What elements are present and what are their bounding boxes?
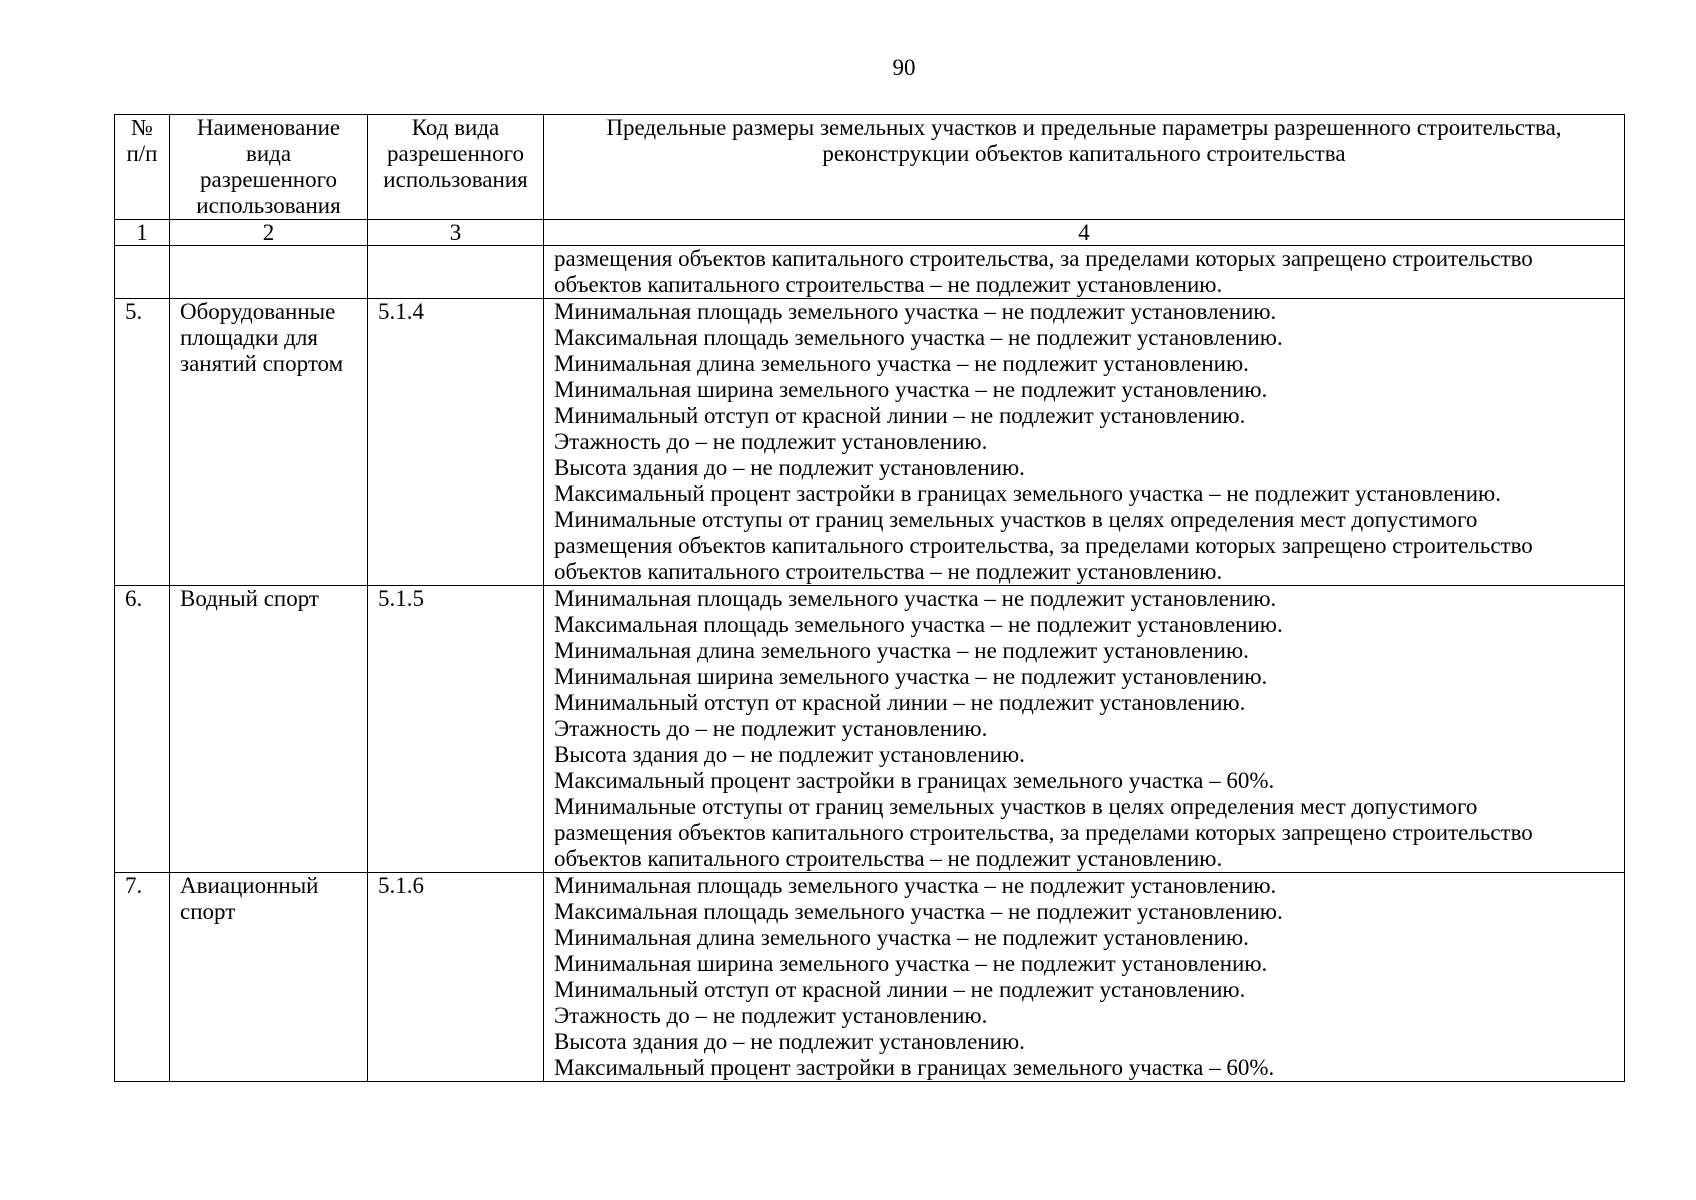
parameter-line: Минимальный отступ от красной линии – не подлежит установлению. [554, 403, 1246, 428]
use-name: Авиационный спорт [170, 873, 368, 1082]
parameters-cell [544, 873, 1625, 1082]
parameter-line: размещения объектов капитального строительства, за пределами которых запрещено строительство [554, 820, 1533, 845]
use-name: Оборудованные площадки для занятий спортом [170, 299, 368, 586]
header-use-name: Наименование вида разрешенного использования [170, 115, 368, 220]
parameter-line: Минимальный отступ от красной линии – не подлежит установлению. [554, 977, 1246, 1002]
parameter-line: Минимальная ширина земельного участка – не подлежит установлению. [554, 664, 1268, 689]
use-code: 5.1.4 [368, 299, 544, 586]
row-number: 6. [115, 586, 170, 873]
parameter-line: объектов капитального строительства – не подлежит установлению. [554, 272, 1223, 297]
parameter-line: Минимальные отступы от границ земельных участков в целях определения мест допустимого [554, 507, 1478, 532]
parameter-line: размещения объектов капитального строительства, за пределами которых запрещено строительство [554, 246, 1533, 271]
parameters-cell [544, 299, 1625, 586]
row-number-cell [115, 246, 170, 299]
parameter-line: Максимальный процент застройки в границах земельного участка – 60%. [554, 768, 1275, 793]
parameter-line: Минимальная площадь земельного участка – не подлежит установлению. [554, 586, 1277, 611]
use-name-cell [170, 246, 368, 299]
header-use-code: Код вида разрешенного использования [368, 115, 544, 220]
parameter-line: Минимальные отступы от границ земельных участков в целях определения мест допустимого [554, 794, 1478, 819]
parameter-line: Минимальная длина земельного участка – не подлежит установлению. [554, 925, 1249, 950]
parameter-line: Высота здания до – не подлежит установлению. [554, 742, 1025, 767]
parameter-line: Высота здания до – не подлежит установлению. [554, 1029, 1025, 1054]
parameter-line: Минимальная площадь земельного участка – не подлежит установлению. [554, 299, 1277, 324]
use-code-cell [368, 246, 544, 299]
parameter-line: Минимальная ширина земельного участка – не подлежит установлению. [554, 951, 1268, 976]
parameters-cell [544, 246, 1625, 299]
regulation-table [114, 114, 1625, 1082]
row-number: 5. [115, 299, 170, 586]
column-number: 3 [368, 220, 544, 246]
parameter-line: Этажность до – не подлежит установлению. [554, 1003, 988, 1028]
table-row-5 [115, 299, 1625, 586]
parameter-line: Минимальная длина земельного участка – не подлежит установлению. [554, 351, 1249, 376]
table-row-7 [115, 873, 1625, 1082]
parameter-line: объектов капитального строительства – не подлежит установлению. [554, 846, 1223, 871]
parameter-line: Высота здания до – не подлежит установлению. [554, 455, 1025, 480]
column-number: 1 [115, 220, 170, 246]
table-header-row [115, 115, 1625, 220]
use-name: Водный спорт [170, 586, 368, 873]
parameter-line: Максимальный процент застройки в границах земельного участка – 60%. [554, 1055, 1275, 1080]
parameter-line: Максимальный процент застройки в границах земельного участка – не подлежит установлению. [554, 481, 1501, 506]
column-number-row [115, 220, 1625, 246]
column-number: 4 [544, 220, 1625, 246]
parameter-line: Минимальная длина земельного участка – не подлежит установлению. [554, 638, 1249, 663]
parameter-line: Этажность до – не подлежит установлению. [554, 429, 988, 454]
parameter-line: Максимальная площадь земельного участка – не подлежит установлению. [554, 612, 1283, 637]
parameter-line: Минимальная площадь земельного участка – не подлежит установлению. [554, 873, 1277, 898]
row-number: 7. [115, 873, 170, 1082]
parameter-line: Минимальная ширина земельного участка – не подлежит установлению. [554, 377, 1268, 402]
column-number: 2 [170, 220, 368, 246]
header-parameters: Предельные размеры земельных участков и предельные параметры разрешенного строительства, реконструкции объектов капитального строительства [544, 115, 1625, 220]
parameter-line: Минимальный отступ от красной линии – не подлежит установлению. [554, 690, 1246, 715]
use-code: 5.1.6 [368, 873, 544, 1082]
continuation-row [115, 246, 1625, 299]
parameter-line: Максимальная площадь земельного участка – не подлежит установлению. [554, 899, 1283, 924]
parameters-cell [544, 586, 1625, 873]
parameter-line: Этажность до – не подлежит установлению. [554, 716, 988, 741]
use-code: 5.1.5 [368, 586, 544, 873]
parameter-line: Максимальная площадь земельного участка – не подлежит установлению. [554, 325, 1283, 350]
header-number: № п/п [115, 115, 170, 220]
parameter-line: размещения объектов капитального строительства, за пределами которых запрещено строительство [554, 533, 1533, 558]
table-row-6 [115, 586, 1625, 873]
page-number: 90 [892, 55, 916, 80]
parameter-line: объектов капитального строительства – не подлежит установлению. [554, 559, 1223, 584]
